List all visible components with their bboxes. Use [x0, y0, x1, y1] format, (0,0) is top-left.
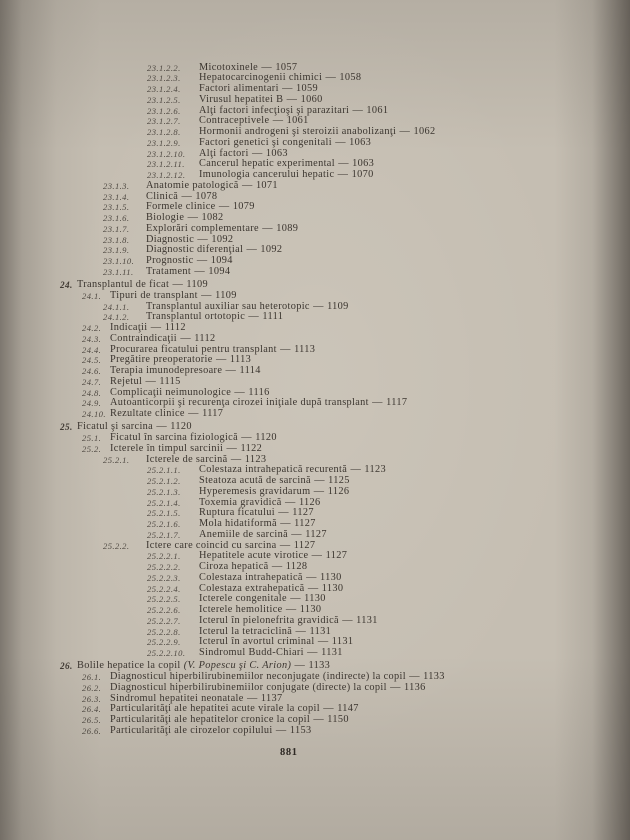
entry-page-ref: 1058: [339, 72, 362, 84]
entry-title: Icterul la tetraciclină: [199, 625, 293, 637]
entry-number: 23.1.3.: [103, 180, 130, 191]
entry-title: Contraceptivele: [199, 115, 270, 127]
toc-entry: [0, 235, 630, 246]
entry-number: 23.1.2.8.: [147, 127, 181, 137]
toc-entry: [0, 409, 630, 420]
entry-page-ref: 1130: [321, 582, 344, 594]
entry-separator: —: [248, 311, 260, 323]
entry-page-ref: 1061: [286, 115, 309, 127]
toc-entry: [0, 213, 630, 224]
entry-number: 23.1.9.: [103, 245, 130, 256]
entry-number: 23.1.2.9.: [147, 137, 181, 148]
entry-number: 26.6.: [82, 725, 102, 736]
entry-page-ref: 1122: [240, 442, 263, 454]
entry-title: Rejetul: [110, 375, 143, 387]
toc-entry: [0, 138, 630, 149]
entry-page-ref: 1094: [208, 265, 231, 277]
entry-page-ref: 1061: [366, 104, 389, 116]
entry-page-ref: 1131: [356, 614, 378, 626]
entry-separator: —: [280, 518, 291, 529]
chapter-entry: [0, 422, 630, 433]
toc-entry: [0, 433, 630, 444]
entry-separator: —: [282, 83, 293, 94]
entry-page-ref: 1109: [186, 279, 209, 290]
entry-title: Mola hidatiformă: [199, 518, 277, 529]
toc-entry: [0, 627, 630, 638]
entry-separator: —: [279, 539, 291, 551]
entry-title: Tipuri de transplant: [110, 289, 198, 301]
entry-number: 23.1.6.: [103, 213, 130, 223]
entry-title: Prognostic: [146, 255, 194, 266]
entry-separator: —: [290, 593, 301, 605]
entry-page-ref: 1150: [327, 714, 349, 725]
entry-title: Colestaza intrahepatică recurentă: [199, 464, 348, 476]
entry-number: 23.1.2.12.: [147, 170, 186, 180]
entry-title: Autoanticorpii şi recurenţa cirozei iniţiale după transplant: [110, 397, 369, 409]
entry-number: 24.1.: [82, 290, 102, 301]
toc-entry: [0, 683, 630, 694]
entry-separator: —: [291, 528, 302, 540]
entry-separator: —: [325, 72, 337, 84]
entry-number: 24.7.: [82, 376, 102, 387]
entry-number: 24.1.2.: [103, 312, 130, 323]
entry-number: 25.2.: [82, 443, 102, 454]
entry-number: 24.5.: [82, 355, 102, 366]
entry-title: Particularităţi ale cirozelor copilului: [110, 724, 273, 736]
entry-page-ref: 1060: [300, 93, 323, 105]
entry-title: Transplantul de ficat: [77, 279, 170, 290]
entry-title: Virusul hepatitei B: [199, 93, 284, 105]
entry-title: Ruptura ficatului: [199, 507, 276, 519]
entry-number: 24.9.: [82, 398, 102, 409]
entry-title: Biologie: [146, 212, 185, 223]
entry-title: Hepatocarcinogenii chimici: [199, 72, 323, 84]
toc-entry: [0, 377, 630, 388]
table-of-contents: [0, 63, 630, 737]
entry-page-ref: 1147: [337, 703, 359, 715]
entry-number: 25.2.1.2.: [147, 476, 181, 486]
entry-separator: —: [246, 244, 258, 256]
entry-number: 23.1.2.10.: [147, 148, 186, 159]
entry-separator: —: [194, 265, 206, 277]
entry-separator: —: [197, 233, 209, 245]
entry-separator: —: [280, 343, 291, 355]
toc-entry: [0, 170, 630, 181]
entry-separator: —: [285, 604, 297, 615]
entry-separator: —: [172, 279, 184, 290]
entry-title: Imunologia cancerului hepatic: [199, 169, 335, 180]
entry-number: 25.2.2.3.: [147, 572, 181, 583]
entry-title: Formele clinice: [146, 201, 216, 213]
entry-separator: —: [338, 158, 349, 170]
entry-title: Transplantul auxiliar sau heterotopic: [146, 300, 310, 312]
entry-separator: —: [350, 464, 362, 476]
entry-number: 25.2.1.5.: [147, 508, 181, 519]
entry-title: Factori genetici şi congenitali: [199, 136, 332, 148]
toc-entry: [0, 323, 630, 334]
entry-page-ref: 1078: [195, 190, 218, 202]
entry-separator: —: [230, 453, 242, 465]
entry-number: 25.2.1.1.: [147, 465, 181, 476]
entry-separator: —: [180, 332, 191, 344]
entry-page-ref: 1063: [352, 158, 375, 170]
entry-number: 25.2.2.4.: [147, 583, 181, 594]
toc-entry: [0, 444, 630, 455]
entry-title: Clinică: [146, 190, 179, 202]
entry-separator: —: [187, 212, 199, 223]
entry-page-ref: 1133: [308, 660, 331, 672]
entry-separator: —: [323, 703, 334, 715]
toc-entry: [0, 302, 630, 313]
entry-title: Particularităţi ale hepatitelor cronice la copil: [110, 714, 311, 725]
entry-number: 25.2.2.9.: [147, 637, 181, 648]
entry-separator: —: [275, 724, 287, 736]
entry-page-ref: 1133: [423, 671, 445, 682]
entry-page-ref: 1123: [364, 464, 387, 476]
entry-page-ref: 1137: [260, 692, 283, 704]
toc-entry: [0, 267, 630, 278]
entry-number: 24.6.: [82, 366, 102, 376]
entry-page-ref: 1123: [244, 453, 267, 465]
entry-separator: —: [156, 421, 168, 433]
entry-separator: —: [234, 386, 246, 398]
entry-number: 23.1.2.11.: [147, 159, 185, 170]
entry-authors: (V. Popescu şi C. Arion): [183, 660, 292, 672]
entry-page-ref: 1109: [215, 289, 237, 301]
toc-entry: [0, 498, 630, 509]
entry-number: 24.: [60, 280, 73, 290]
entry-page-ref: 1120: [170, 421, 192, 433]
entry-page-ref: 1127: [292, 507, 314, 519]
entry-number: 25.2.1.4.: [147, 497, 181, 508]
entry-title: Icterele în timpul sarcinii: [110, 442, 224, 454]
entry-page-ref: 1125: [328, 475, 350, 486]
entry-separator: —: [399, 126, 411, 137]
entry-separator: —: [241, 432, 252, 443]
entry-title: Alţi factori infecţioşi şi parazitari: [199, 104, 350, 116]
entry-page-ref: 1109: [327, 300, 349, 312]
entry-page-ref: 1131: [321, 647, 343, 658]
entry-number: 25.2.2.7.: [147, 615, 181, 626]
toc-entry: [0, 715, 630, 726]
entry-text: [199, 648, 343, 659]
entry-page-ref: 1113: [229, 354, 252, 366]
entry-title: Icterele de sarcină: [146, 453, 228, 465]
entry-title: Hyperemesis gravidarum: [199, 485, 311, 497]
entry-title: Ficatul în sarcina fiziologică: [110, 432, 239, 443]
entry-number: 25.2.1.7.: [147, 529, 181, 540]
toc-entry: [0, 224, 630, 235]
entry-page-ref: 1130: [320, 571, 342, 583]
entry-separator: —: [285, 496, 296, 508]
entry-number: 25.2.2.5.: [147, 594, 181, 605]
toc-entry: [0, 256, 630, 267]
entry-title: Diagnosticul hiperbilirubinemiilor conjugate (directe) la copil: [110, 681, 387, 693]
entry-separator: —: [261, 61, 273, 73]
page-number: 881: [280, 747, 298, 758]
entry-number: 23.1.11.: [103, 266, 134, 277]
entry-text: [146, 267, 230, 278]
toc-entry: [0, 192, 630, 203]
entry-title: Icterul în pielonefrita gravidică: [199, 614, 339, 626]
entry-number: 25.2.2.8.: [147, 626, 181, 637]
toc-entry: [0, 181, 630, 192]
entry-separator: —: [335, 136, 346, 148]
entry-number: 23.1.10.: [103, 256, 135, 266]
entry-page-ref: 1116: [248, 386, 270, 398]
entry-title: Sindromul Budd-Chiari: [199, 647, 304, 658]
entry-page-ref: 1126: [298, 496, 321, 508]
entry-number: 26.3.: [82, 693, 102, 704]
entry-title: Icterul în avortul criminal: [199, 636, 315, 648]
entry-number: 25.2.1.6.: [147, 519, 181, 529]
entry-text: [110, 409, 223, 420]
entry-title: Icterele hemolitice: [199, 604, 283, 615]
entry-page-ref: 1127: [325, 550, 348, 562]
entry-separator: —: [150, 322, 162, 333]
entry-separator: —: [352, 104, 364, 116]
entry-page-ref: 1057: [275, 61, 298, 73]
entry-number: 24.8.: [82, 387, 102, 398]
entry-page-ref: 1115: [159, 375, 181, 387]
entry-separator: —: [409, 671, 420, 682]
entry-title: Complicaţii neimunologice: [110, 386, 232, 398]
entry-separator: —: [294, 660, 306, 672]
entry-page-ref: 1127: [305, 528, 327, 540]
entry-separator: —: [242, 179, 253, 191]
entry-number: 25.2.1.3.: [147, 486, 181, 497]
entry-text: [110, 726, 311, 737]
entry-number: 25.2.2.10.: [147, 648, 186, 658]
entry-title: Bolile hepatice la copil: [77, 660, 181, 672]
entry-title: Rezultate clinice: [110, 408, 185, 419]
entry-number: 23.1.8.: [103, 234, 130, 245]
entry-separator: —: [271, 561, 283, 572]
entry-number: 26.: [60, 661, 73, 672]
toc-entry: [0, 366, 630, 377]
entry-number: 25.2.2.: [103, 540, 130, 551]
entry-separator: —: [342, 614, 353, 626]
entry-title: Icterele congenitale: [199, 593, 287, 605]
entry-number: 23.1.2.7.: [147, 116, 181, 127]
toc-entry: [0, 245, 630, 256]
entry-page-ref: 1128: [285, 561, 308, 572]
entry-page-ref: 1062: [413, 126, 436, 137]
entry-title: Diagnostic diferenţial: [146, 244, 244, 256]
entry-separator: —: [246, 692, 258, 704]
entry-page-ref: 1082: [201, 212, 224, 223]
entry-page-ref: 1130: [304, 593, 326, 605]
entry-number: 23.1.5.: [103, 202, 130, 213]
entry-title: Steatoza acută de sarcină: [199, 475, 311, 486]
entry-title: Hepatitele acute virotice: [199, 550, 309, 562]
entry-separator: —: [372, 397, 383, 409]
entry-number: 24.4.: [82, 344, 102, 355]
entry-number: 23.1.7.: [103, 223, 130, 234]
entry-separator: —: [317, 636, 329, 648]
entry-separator: —: [218, 201, 230, 213]
entry-separator: —: [295, 625, 307, 637]
entry-page-ref: 1112: [194, 332, 216, 344]
toc-entry: [0, 398, 630, 409]
entry-page-ref: 1059: [296, 83, 318, 94]
entry-number: 26.2.: [82, 682, 102, 693]
entry-title: Tratament: [146, 265, 192, 277]
entry-title: Diagnostic: [146, 233, 195, 245]
entry-title: Ictere care coincid cu sarcina: [146, 539, 277, 551]
entry-title: Indicaţii: [110, 322, 148, 333]
entry-number: 23.1.4.: [103, 191, 130, 202]
entry-number: 26.5.: [82, 715, 102, 725]
entry-title: Hormonii androgeni şi steroizii anabolizanţi: [199, 126, 397, 137]
entry-page-ref: 1092: [211, 233, 234, 245]
entry-title: Contraindicaţii: [110, 332, 178, 344]
entry-title: Sindromul hepatitei neonatale: [110, 692, 244, 704]
entry-number: 25.2.2.6.: [147, 605, 181, 615]
entry-separator: —: [201, 289, 212, 301]
entry-title: Micotoxinele: [199, 61, 259, 73]
entry-separator: —: [215, 354, 227, 366]
entry-title: Colestaza extrahepatică: [199, 582, 305, 594]
toc-entry: [0, 573, 630, 584]
chapter-entry: [0, 280, 630, 291]
entry-page-ref: 1071: [255, 179, 278, 191]
entry-page-ref: 1126: [327, 485, 350, 497]
entry-page-ref: 1130: [299, 604, 322, 615]
entry-number: 24.2.: [82, 323, 102, 333]
entry-separator: —: [145, 375, 157, 387]
entry-separator: —: [188, 408, 199, 419]
entry-separator: —: [313, 485, 325, 497]
entry-page-ref: 1131: [331, 636, 354, 648]
entry-title: Anemiile de sarcină: [199, 528, 288, 540]
entry-number: 25.: [60, 422, 73, 433]
entry-separator: —: [337, 169, 349, 180]
entry-title: Pregătire preoperatorie: [110, 354, 213, 366]
entry-page-ref: 1136: [404, 681, 426, 693]
entry-title: Factori alimentari: [199, 83, 279, 94]
entry-title: Anatomie patologică: [146, 179, 239, 191]
entry-page-ref: 1127: [294, 518, 316, 529]
toc-entry: [0, 106, 630, 117]
entry-separator: —: [225, 365, 237, 376]
entry-title: Procurarea ficatului pentru transplant: [110, 343, 277, 355]
entry-number: 25.2.1.: [103, 454, 130, 465]
entry-number: 24.10.: [82, 409, 106, 419]
entry-page-ref: 1131: [309, 625, 332, 637]
entry-separator: —: [306, 571, 317, 583]
entry-number: 26.4.: [82, 704, 102, 715]
entry-number: 25.1.: [82, 433, 102, 443]
entry-separator: —: [262, 222, 273, 234]
entry-page-ref: 1127: [293, 539, 316, 551]
toc-entry: [0, 551, 630, 562]
entry-separator: —: [286, 93, 298, 105]
entry-page-ref: 1063: [349, 136, 372, 148]
toc-entry: [0, 345, 630, 356]
entry-number: 25.2.2.2.: [147, 562, 181, 572]
entry-separator: —: [251, 147, 263, 159]
entry-number: 23.1.2.4.: [147, 84, 181, 94]
entry-page-ref: 1114: [239, 365, 261, 376]
entry-number: 23.1.2.3.: [147, 73, 181, 84]
toc-entry: [0, 726, 630, 737]
entry-number: 26.1.: [82, 672, 102, 682]
entry-page-ref: 1113: [294, 343, 316, 355]
entry-number: 23.1.2.2.: [147, 62, 181, 73]
entry-separator: —: [390, 681, 401, 693]
entry-number: 24.3.: [82, 333, 102, 344]
entry-separator: —: [307, 582, 319, 594]
entry-page-ref: 1092: [260, 244, 283, 256]
entry-title: Ciroza hepatică: [199, 561, 269, 572]
toc-entry: [0, 291, 630, 302]
entry-title: Colestaza intrahepatică: [199, 571, 303, 583]
entry-title: Cancerul hepatic experimental: [199, 158, 335, 170]
entry-page-ref: 1070: [351, 169, 374, 180]
entry-page-ref: 1153: [289, 724, 312, 736]
entry-page-ref: 1094: [210, 255, 233, 266]
entry-separator: —: [196, 255, 208, 266]
entry-page-ref: 1112: [164, 322, 186, 333]
entry-page-ref: 1117: [202, 408, 224, 419]
entry-page-ref: 1120: [255, 432, 277, 443]
entry-title: Particularităţi ale hepatitei acute virale la copil: [110, 703, 320, 715]
entry-title: Explorări complementare: [146, 222, 259, 234]
entry-separator: —: [313, 300, 324, 312]
entry-number: 23.1.2.6.: [147, 105, 181, 116]
toc-entry: [0, 355, 630, 366]
entry-title: Toxemia gravidică: [199, 496, 282, 508]
entry-page-ref: 1111: [262, 311, 284, 323]
entry-title: Alţi factori: [199, 147, 249, 159]
entry-title: Diagnosticul hiperbilirubinemiilor neconjugate (indirecte) la copil: [110, 671, 406, 682]
entry-separator: —: [181, 190, 193, 202]
entry-separator: —: [313, 714, 324, 725]
toc-entry: [0, 312, 630, 323]
entry-page-ref: 1089: [276, 222, 299, 234]
entry-number: 24.1.1.: [103, 301, 130, 312]
entry-page-ref: 1117: [386, 397, 408, 409]
toc-entry: [0, 648, 630, 659]
entry-separator: —: [314, 475, 325, 486]
entry-title: Transplantul ortotopic: [146, 311, 246, 323]
entry-separator: —: [311, 550, 323, 562]
entry-title: Terapia imunodepresoare: [110, 365, 223, 376]
entry-page-ref: 1063: [265, 147, 288, 159]
entry-page-ref: 1079: [232, 201, 255, 213]
entry-separator: —: [278, 507, 289, 519]
entry-separator: —: [226, 442, 238, 454]
entry-separator: —: [307, 647, 318, 658]
entry-separator: —: [272, 115, 284, 127]
entry-title: Ficatul şi sarcina: [77, 421, 154, 433]
entry-number: 25.2.2.1.: [147, 551, 181, 562]
toc-entry: [0, 202, 630, 213]
entry-number: 23.1.2.5.: [147, 94, 181, 105]
